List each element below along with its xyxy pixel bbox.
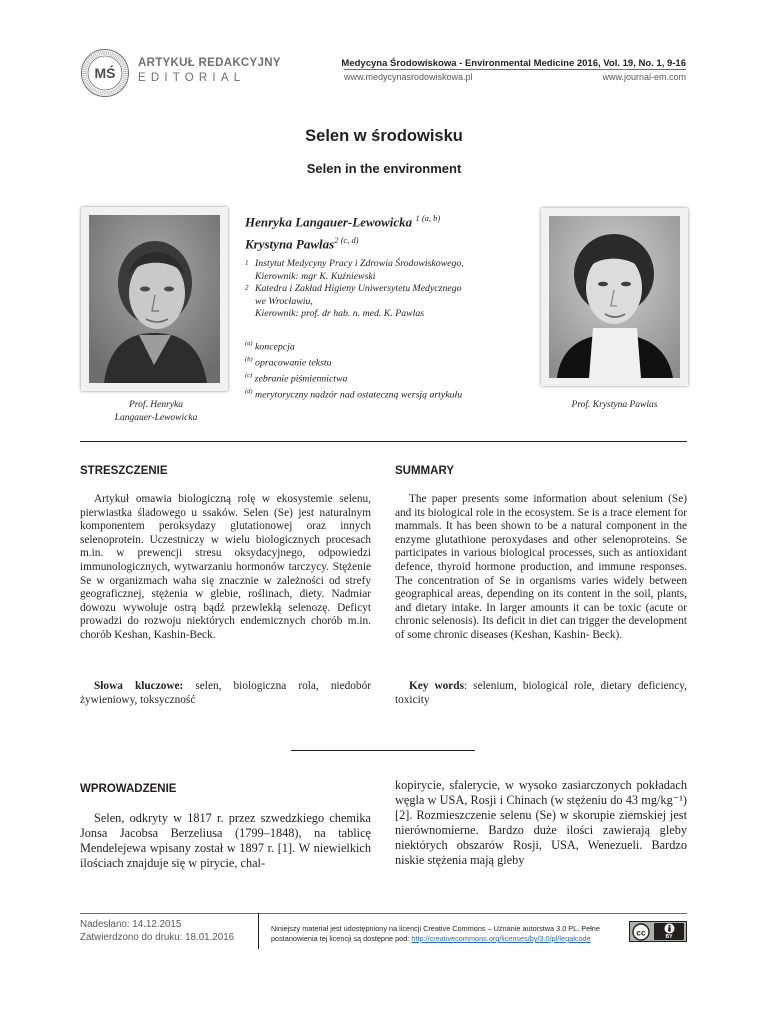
author-photo-left <box>81 207 228 391</box>
intro-left-column: Selen, odkryty w 1817 r. przez szwedzkiego chemika Jonsa Jacobsa Berzeliusa (1799–1848), na tablicę Mendelejewa wpisany został w 1897 r. [1]. W niewielkich ilościach znajduje się w pirycie, chal- <box>80 811 371 871</box>
short-rule <box>291 750 475 751</box>
footer-rule <box>80 913 687 914</box>
contribution-b: $^{(b)}$ opracowanie tekstu <box>245 355 332 369</box>
editorial-label: ARTYKUŁ REDAKCYJNY <box>138 57 281 69</box>
affiliations <box>245 258 464 321</box>
photo-caption-left <box>81 399 231 425</box>
journal-website-pl[interactable]: www.medycynasrodowiskowa.pl <box>344 72 473 82</box>
editorial-label-en: EDITORIAL <box>138 72 246 84</box>
contribution-a: $^{(a)}$ koncepcja <box>245 340 295 353</box>
affiliation-1: 1 Instytut Medycyny Pracy i Zdrowia Środowiskowego, <box>245 258 464 269</box>
intro-right-column: kopirycie, sfalerycie, w wysoko zasiarczonych pokładach węgla w USA, Rosji i Chinach (w stężeniu do 43 mg/kg⁻¹) [2]. Rozmieszczenie selenu (Se) w skorupie ziemskiej jest nierównomierne. Bardzo duże ilości zawierają gleby niektórych obszarów Rosji, USA, Wenezueli. Bardzo niskie stężenia mają gleby <box>395 778 687 868</box>
license-text: Niniejszy materiał jest udostępniony na licencji Creative Commons – Uznanie autorstwa 3.0 PL. Pełne postanowienia tej licencji są dostępne pod: <box>271 924 600 943</box>
caption-line: Langauer-Lewowicka <box>114 413 198 423</box>
abstract-en: The paper presents some information about selenium (Se) and its biological role in the ecosystem. Se is a trace element for mammals. It has been shown to be a natural component in the enzyme glutathione peroxydases and other selenoproteins. Se participates in various biological processes, such as antioxidant defence, thyroid hormone production, and immune responses. The concentration of Se in organisms varies widely between geographical areas, depending on its content in the soil, plants, and dietary intake. In larger amounts it can be toxic (acute or chronic selenosis). Its deficit in diet can trigger the development of some chronic diseases (Keshan, Kashin- Beck). <box>395 493 687 641</box>
keywords-value: selen, biologiczna rola, niedobór żywieniowy, toksyczność <box>80 680 371 706</box>
by-label: BY <box>665 934 673 940</box>
approved-date: Zatwierdzono do druku: 18.01.2016 <box>80 932 235 943</box>
portrait-image <box>89 215 220 383</box>
by-panel <box>654 923 684 940</box>
keywords-label: Słowa kluczowe: <box>94 680 184 692</box>
affiliation-2-city: we Wrocławiu, <box>255 295 313 307</box>
section-divider <box>80 441 687 442</box>
footer-separator <box>258 913 259 949</box>
cc-by-badge[interactable] <box>629 921 687 942</box>
author-1: Henryka Langauer-Lewowicka $^{1 (a, b)}$ <box>245 213 441 230</box>
keywords-en <box>395 680 687 707</box>
contribution-c: $^{(c)}$ zebranie piśmiennictwa <box>245 371 348 384</box>
license-notice <box>271 924 623 944</box>
affiliation-2: 2 Katedra i Zakład Higieny Uniwersytetu Medycznego <box>245 283 462 295</box>
header-rule <box>344 69 686 70</box>
keywords-value: : selenium, biological role, dietary deficiency, toxicity <box>395 680 687 706</box>
keywords-pl <box>80 680 371 707</box>
photo-caption-right: Prof. Krystyna Pawlas <box>571 400 658 410</box>
keywords-label: Key words <box>409 680 464 692</box>
cc-text: cc <box>636 926 646 937</box>
portrait-krystyna <box>549 216 680 378</box>
author-contributions <box>245 338 462 401</box>
author-list <box>245 209 440 254</box>
logo-text: MŚ <box>94 65 116 81</box>
journal-citation: Medycyna Środowiskowa - Environmental Medicine 2016, Vol. 19, No. 1, 9-16 <box>341 58 686 69</box>
portrait-henryka <box>89 215 220 383</box>
author-2: Krystyna Pawlas$^{2 (c, d)}$ <box>245 235 359 252</box>
affiliation-2-head: Kierownik: prof. dr hab. n. med. K. Pawlas <box>255 308 425 320</box>
cc-icon <box>632 923 650 941</box>
author-photo-right <box>541 208 688 386</box>
journal-logo <box>80 48 130 98</box>
portrait-image <box>549 216 680 378</box>
abstract-pl: Artykuł omawia biologiczną rolę w ekosystemie selenu, pierwiastka śladowego u ssaków. Selen (Se) jest naturalnym komponentem peroksydazy glutationowej oraz innych selenoprotein. Uczestniczy w wielu biologicznych procesach m.in. w prewencji stresu oksydacyjnego, odpowiedzi immunologicznych, wytwarzaniu hormonów tarczycy. Stężenie Se w organizmach waha się znacznie w zależności od strefy geograficznej, stężenia w glebie, roślinach, diety. Nadmiar dowozu wywołuje ostrą bądź przewlekłą selenozę. Deficyt prowadzi do rozwoju niektórych endemicznych chorób m.in. chorób Keshan, Kashin-Beck. <box>80 493 371 641</box>
heading-streszczenie: STRESZCZENIE <box>80 465 168 477</box>
article-title-en: Selen in the environment <box>306 161 462 176</box>
footer-dates <box>80 918 234 944</box>
contribution-d: $^{(d)}$ merytoryczny nadzór nad ostateczną wersją artykułu <box>245 387 463 400</box>
affiliation-1-head: Kierownik: mgr K. Kuźniewski <box>255 270 376 282</box>
heading-introduction: WPROWADZENIE <box>80 783 177 795</box>
journal-website-en[interactable]: www.journal-em.com <box>602 72 686 82</box>
license-link[interactable]: http://creativecommons.org/licenses/by/3.0/pl/legalcode <box>411 934 591 943</box>
caption-line: Prof. Henryka <box>129 400 183 410</box>
article-title-pl: Selen w środowisku <box>305 127 463 145</box>
attribution-icon <box>664 923 675 934</box>
heading-summary: SUMMARY <box>395 465 454 477</box>
received-date: Nadesłano: 14.12.2015 <box>80 919 182 930</box>
